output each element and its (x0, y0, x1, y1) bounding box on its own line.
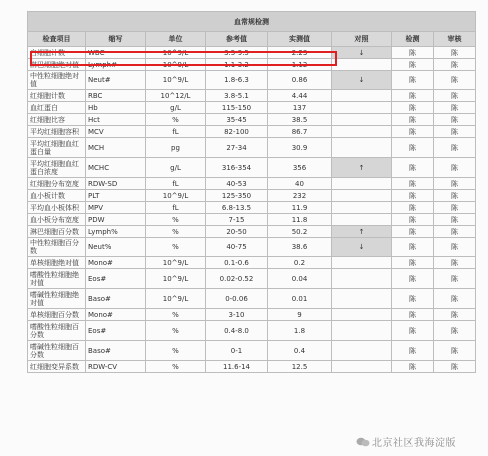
flag-cell: ↑ (332, 226, 392, 238)
flag-cell (332, 138, 392, 158)
abbreviation: Hct (86, 114, 146, 126)
highlight-box (30, 51, 337, 66)
item-name: 中性粒细胞百分数 (28, 238, 86, 257)
table-row (28, 158, 476, 178)
tester: 陈 (392, 309, 434, 321)
abbreviation: Lymph# (86, 59, 146, 71)
flag-cell: ↓ (332, 71, 392, 90)
item-name: 嗜酸性粒细胞绝对值 (28, 269, 86, 289)
table-row (28, 126, 476, 138)
flag-cell (332, 321, 392, 341)
measured-value: 0.04 (268, 269, 332, 289)
item-name: 嗜碱性粒细胞绝对值 (28, 289, 86, 309)
table-row (28, 309, 476, 321)
item-name: 红细胞计数 (28, 90, 86, 102)
table-row (28, 269, 476, 289)
column-header: 检测 (392, 32, 434, 47)
tester: 陈 (392, 214, 434, 226)
unit: g/L (146, 158, 206, 178)
reference-range: 316-354 (206, 158, 268, 178)
unit: % (146, 341, 206, 361)
reviewer: 陈 (434, 138, 476, 158)
tester: 陈 (392, 126, 434, 138)
unit: 10^12/L (146, 90, 206, 102)
measured-value: 11.8 (268, 214, 332, 226)
unit: g/L (146, 102, 206, 114)
tester: 陈 (392, 238, 434, 257)
reviewer: 陈 (434, 269, 476, 289)
flag-cell (332, 102, 392, 114)
reviewer: 陈 (434, 126, 476, 138)
tester: 陈 (392, 361, 434, 373)
reference-range: 27-34 (206, 138, 268, 158)
tester: 陈 (392, 102, 434, 114)
measured-value: 1.8 (268, 321, 332, 341)
table-row (28, 226, 476, 238)
reference-range: 40-53 (206, 178, 268, 190)
reviewer: 陈 (434, 158, 476, 178)
table-row (28, 190, 476, 202)
flag-cell (332, 114, 392, 126)
reviewer: 陈 (434, 202, 476, 214)
item-name: 血红蛋白 (28, 102, 86, 114)
unit: % (146, 214, 206, 226)
item-name: 单核细胞百分数 (28, 309, 86, 321)
flag-cell (332, 289, 392, 309)
reference-range: 7-15 (206, 214, 268, 226)
unit: fL (146, 126, 206, 138)
measured-value: 232 (268, 190, 332, 202)
item-name: 红细胞变异系数 (28, 361, 86, 373)
unit: 10^9/L (146, 190, 206, 202)
measured-value: 0.4 (268, 341, 332, 361)
table-row (28, 202, 476, 214)
reviewer: 陈 (434, 309, 476, 321)
reviewer: 陈 (434, 90, 476, 102)
abbreviation: Mono# (86, 309, 146, 321)
tester: 陈 (392, 90, 434, 102)
column-header: 对照 (332, 32, 392, 47)
unit: 10^9/L (146, 71, 206, 90)
reference-range: 0-0.06 (206, 289, 268, 309)
reviewer: 陈 (434, 321, 476, 341)
item-name: 嗜碱性粒细胞百分数 (28, 341, 86, 361)
reference-range: 1.8-6.3 (206, 71, 268, 90)
measured-value: 12.5 (268, 361, 332, 373)
watermark-text: 北京社区我海淀版 (372, 438, 456, 449)
reviewer: 陈 (434, 47, 476, 59)
reviewer: 陈 (434, 361, 476, 373)
reference-range: 82-100 (206, 126, 268, 138)
tester: 陈 (392, 158, 434, 178)
abbreviation: Baso# (86, 289, 146, 309)
tester: 陈 (392, 138, 434, 158)
column-header: 单位 (146, 32, 206, 47)
reference-range: 125-350 (206, 190, 268, 202)
unit: % (146, 114, 206, 126)
tester: 陈 (392, 341, 434, 361)
abbreviation: PLT (86, 190, 146, 202)
flag-cell (332, 309, 392, 321)
measured-value: 2.23 (268, 47, 332, 59)
reviewer: 陈 (434, 71, 476, 90)
unit: % (146, 321, 206, 341)
reference-range: 40-75 (206, 238, 268, 257)
table-row (28, 71, 476, 90)
measured-value: 50.2 (268, 226, 332, 238)
table-row (28, 341, 476, 361)
flag-cell (332, 202, 392, 214)
tester: 陈 (392, 190, 434, 202)
unit: % (146, 309, 206, 321)
tester: 陈 (392, 269, 434, 289)
tester: 陈 (392, 226, 434, 238)
measured-value: 38.5 (268, 114, 332, 126)
table-row (28, 289, 476, 309)
unit: % (146, 361, 206, 373)
reference-range: 3.8-5.1 (206, 90, 268, 102)
item-name: 平均红细胞血红蛋白量 (28, 138, 86, 158)
table-row (28, 178, 476, 190)
measured-value: 4.44 (268, 90, 332, 102)
abbreviation: RDW-SD (86, 178, 146, 190)
column-header: 参考值 (206, 32, 268, 47)
abbreviation: MCHC (86, 158, 146, 178)
reference-range: 0.02-0.52 (206, 269, 268, 289)
item-name: 血小板分布宽度 (28, 214, 86, 226)
abbreviation: MPV (86, 202, 146, 214)
table-row (28, 238, 476, 257)
reference-range: 115-150 (206, 102, 268, 114)
flag-cell (332, 126, 392, 138)
tester: 陈 (392, 71, 434, 90)
item-name: 淋巴细胞绝对值 (28, 59, 86, 71)
tester: 陈 (392, 114, 434, 126)
flag-cell: ↓ (332, 47, 392, 59)
unit: % (146, 238, 206, 257)
measured-value: 0.01 (268, 289, 332, 309)
item-name: 白细胞计数 (28, 47, 86, 59)
reference-range: 1.1-3.2 (206, 59, 268, 71)
abbreviation: Mono# (86, 257, 146, 269)
item-name: 红细胞比容 (28, 114, 86, 126)
abbreviation: Baso# (86, 341, 146, 361)
unit: pg (146, 138, 206, 158)
reference-range: 6.8-13.5 (206, 202, 268, 214)
tester: 陈 (392, 47, 434, 59)
column-header: 缩写 (86, 32, 146, 47)
reviewer: 陈 (434, 178, 476, 190)
measured-value: 30.9 (268, 138, 332, 158)
table-row (28, 90, 476, 102)
flag-cell (332, 361, 392, 373)
reference-range: 3-10 (206, 309, 268, 321)
abbreviation: Eos# (86, 321, 146, 341)
abbreviation: RDW-CV (86, 361, 146, 373)
reviewer: 陈 (434, 238, 476, 257)
abbreviation: RBC (86, 90, 146, 102)
reference-range: 11.6-14 (206, 361, 268, 373)
tester: 陈 (392, 321, 434, 341)
measured-value: 40 (268, 178, 332, 190)
tester: 陈 (392, 289, 434, 309)
table-row (28, 321, 476, 341)
flag-cell: ↑ (332, 158, 392, 178)
abbreviation: Eos# (86, 269, 146, 289)
table-row (28, 102, 476, 114)
report-title: 血常规检测 (28, 12, 476, 32)
item-name: 红细胞分布宽度 (28, 178, 86, 190)
measured-value: 356 (268, 158, 332, 178)
item-name: 血小板计数 (28, 190, 86, 202)
reviewer: 陈 (434, 289, 476, 309)
flag-cell (332, 257, 392, 269)
table-row (28, 214, 476, 226)
abbreviation: Neut% (86, 238, 146, 257)
tester: 陈 (392, 257, 434, 269)
flag-cell (332, 90, 392, 102)
reference-range: 0-1 (206, 341, 268, 361)
flag-cell: ↓ (332, 238, 392, 257)
item-name: 平均红细胞血红蛋白浓度 (28, 158, 86, 178)
abbreviation: WBC (86, 47, 146, 59)
abbreviation: MCV (86, 126, 146, 138)
abbreviation: Neut# (86, 71, 146, 90)
tester: 陈 (392, 59, 434, 71)
tester: 陈 (392, 202, 434, 214)
reviewer: 陈 (434, 190, 476, 202)
flag-cell (332, 178, 392, 190)
tester: 陈 (392, 178, 434, 190)
item-name: 中性粒细胞绝对值 (28, 71, 86, 90)
reference-range: 20-50 (206, 226, 268, 238)
measured-value: 86.7 (268, 126, 332, 138)
measured-value: 11.9 (268, 202, 332, 214)
table-row (28, 257, 476, 269)
table-row (28, 361, 476, 373)
watermark (356, 434, 456, 449)
flag-cell (332, 190, 392, 202)
reviewer: 陈 (434, 214, 476, 226)
flag-cell (332, 269, 392, 289)
item-name: 平均血小板体积 (28, 202, 86, 214)
unit: fL (146, 202, 206, 214)
unit: 10^9/L (146, 257, 206, 269)
item-name: 嗜酸性粒细胞百分数 (28, 321, 86, 341)
abbreviation: PDW (86, 214, 146, 226)
reviewer: 陈 (434, 226, 476, 238)
measured-value: 137 (268, 102, 332, 114)
unit: 10^9/L (146, 59, 206, 71)
unit: 10^9/L (146, 47, 206, 59)
column-header: 实测值 (268, 32, 332, 47)
wechat-icon (356, 437, 370, 447)
reference-range: 0.4-8.0 (206, 321, 268, 341)
unit: fL (146, 178, 206, 190)
reviewer: 陈 (434, 114, 476, 126)
reference-range: 0.1-0.6 (206, 257, 268, 269)
unit: 10^9/L (146, 289, 206, 309)
column-header: 检查项目 (28, 32, 86, 47)
flag-cell (332, 59, 392, 71)
reference-range: 3.5-9.5 (206, 47, 268, 59)
reviewer: 陈 (434, 102, 476, 114)
unit: % (146, 226, 206, 238)
abbreviation: Lymph% (86, 226, 146, 238)
reviewer: 陈 (434, 257, 476, 269)
measured-value: 9 (268, 309, 332, 321)
table-row (28, 114, 476, 126)
measured-value: 0.86 (268, 71, 332, 90)
column-header: 审核 (434, 32, 476, 47)
unit: 10^9/L (146, 269, 206, 289)
item-name: 单核细胞绝对值 (28, 257, 86, 269)
measured-value: 38.6 (268, 238, 332, 257)
item-name: 淋巴细胞百分数 (28, 226, 86, 238)
measured-value: 0.2 (268, 257, 332, 269)
table-row (28, 138, 476, 158)
flag-cell (332, 341, 392, 361)
reference-range: 35-45 (206, 114, 268, 126)
measured-value: 1.12 (268, 59, 332, 71)
reviewer: 陈 (434, 59, 476, 71)
item-name: 平均红细胞容积 (28, 126, 86, 138)
reviewer: 陈 (434, 341, 476, 361)
abbreviation: Hb (86, 102, 146, 114)
flag-cell (332, 214, 392, 226)
abbreviation: MCH (86, 138, 146, 158)
